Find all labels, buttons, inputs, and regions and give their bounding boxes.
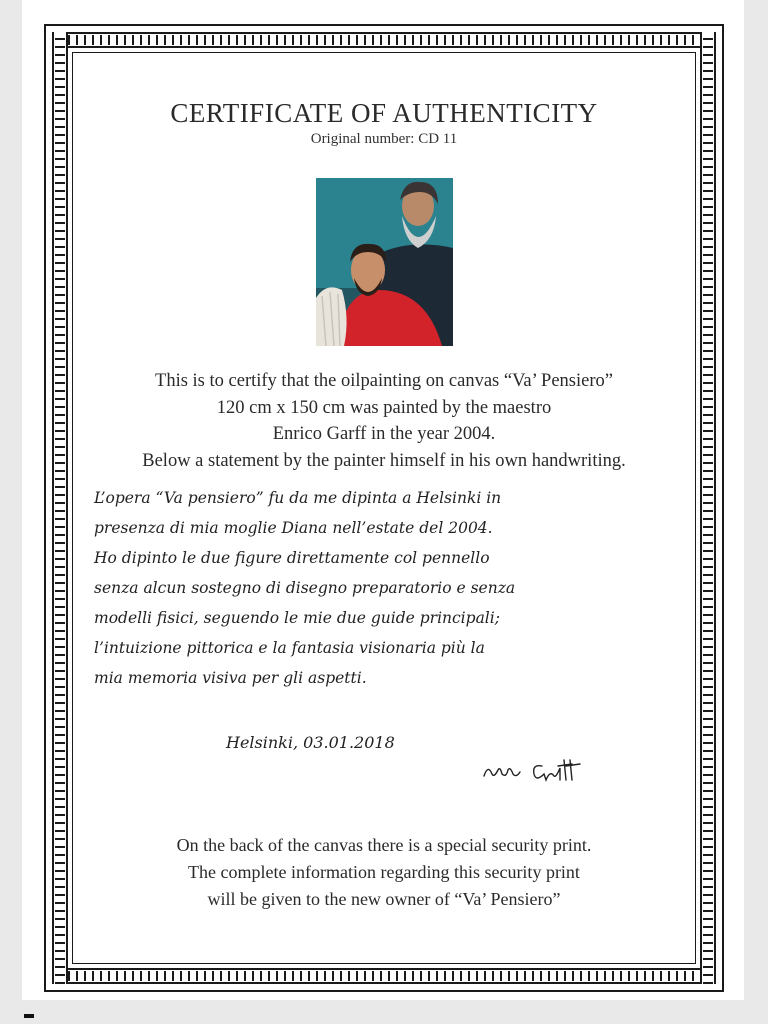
handwritten-line: Ho dipinto le due figure direttamente col pennello (94, 549, 490, 567)
painter-signature (480, 756, 590, 784)
certificate-title: CERTIFICATE OF AUTHENTICITY (170, 98, 598, 128)
painting-thumbnail (316, 178, 453, 346)
handwritten-line: l’intuizione pittorica e la fantasia visionaria più la (94, 639, 485, 657)
statement-line: Enrico Garff in the year 2004. (272, 424, 496, 444)
statement-line: 120 cm x 150 cm was painted by the maestro (216, 397, 552, 418)
border-bottom (52, 968, 716, 984)
footer-line: The complete information regarding this security print (188, 862, 580, 882)
handwritten-line: senza alcun sostegno di disegno preparatorio e senza (94, 579, 516, 597)
handwritten-line: L’opera “Va pensiero” fu da me dipinta a Helsinki in (94, 489, 502, 507)
border-top (52, 32, 716, 48)
handwritten-line: modelli fisici, seguendo le mie due guide principali; (94, 609, 500, 627)
handwritten-date: Helsinki, 03.01.2018 (226, 733, 395, 752)
footer-line: will be given to the new owner of “Va’ Pensiero” (207, 889, 561, 909)
statement-line: Below a statement by the painter himself in his own handwriting. (142, 450, 626, 471)
original-number: Original number: CD 11 (310, 131, 458, 147)
handwritten-statement (94, 483, 694, 693)
handwritten-line: mia memoria visiva per gli aspetti. (94, 669, 367, 687)
handwritten-line: presenza di mia moglie Diana nell’estate del 2004. (94, 519, 493, 537)
security-print-note (60, 832, 708, 913)
scan-edge-mark (24, 1014, 34, 1018)
statement-line: This is to certify that the oilpainting on canvas “Va’ Pensiero” (155, 371, 613, 391)
painting-illustration (316, 178, 453, 346)
footer-line: On the back of the canvas there is a special security print. (176, 835, 592, 855)
certification-statement (60, 368, 708, 474)
